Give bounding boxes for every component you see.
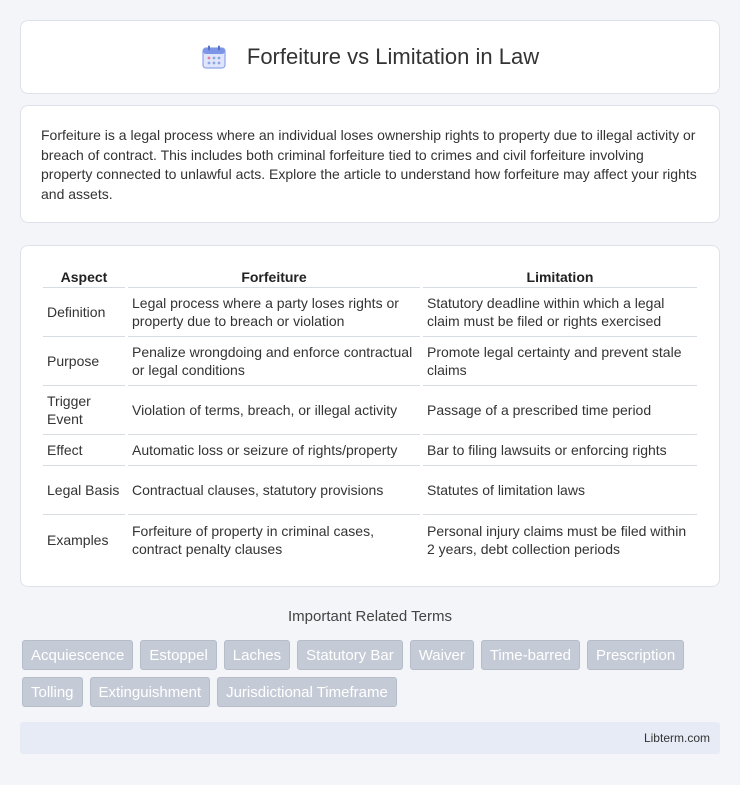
table-row: [43, 466, 697, 515]
related-term-tag[interactable]: Time-barred: [481, 640, 580, 670]
table-row: [43, 435, 697, 466]
table-cell: Promote legal certainty and prevent stale claims: [423, 337, 697, 386]
related-term-tag[interactable]: Extinguishment: [90, 677, 211, 707]
table-cell: Violation of terms, breach, or illegal activity: [128, 386, 420, 435]
intro-card: [20, 105, 720, 223]
footer-link[interactable]: Libterm.com: [643, 731, 710, 745]
table-row: [43, 288, 697, 337]
table-row: [43, 515, 697, 564]
column-header: Aspect: [43, 266, 125, 288]
table-cell: Bar to filing lawsuits or enforcing rights: [423, 435, 697, 466]
column-header: Forfeiture: [128, 266, 420, 288]
footer: [20, 722, 720, 754]
table-cell: Contractual clauses, statutory provisions: [128, 466, 420, 515]
table-cell: Statutes of limitation laws: [423, 466, 697, 515]
table-cell: Effect: [43, 435, 125, 466]
table-cell: Statutory deadline within which a legal claim must be filed or rights exercised: [423, 288, 697, 337]
calendar-icon: [201, 44, 227, 70]
related-term-tag[interactable]: Acquiescence: [22, 640, 133, 670]
related-terms-list: [22, 640, 722, 707]
related-term-tag[interactable]: Waiver: [410, 640, 474, 670]
table-cell: Purpose: [43, 337, 125, 386]
related-term-tag[interactable]: Laches: [224, 640, 290, 670]
table-cell: Trigger Event: [43, 386, 125, 435]
comparison-table-card: [20, 245, 720, 587]
table-cell: Personal injury claims must be filed within 2 years, debt collection periods: [427, 522, 687, 557]
related-term-tag[interactable]: Jurisdictional Timeframe: [217, 677, 397, 707]
comparison-table: [40, 266, 700, 564]
related-term-tag[interactable]: Tolling: [22, 677, 83, 707]
table-row: [43, 337, 697, 386]
related-term-tag[interactable]: Estoppel: [140, 640, 216, 670]
page-title: Forfeiture vs Limitation in Law: [246, 44, 540, 69]
table-cell: Legal process where a party loses rights or property due to breach or violation: [128, 288, 420, 337]
related-term-tag[interactable]: Statutory Bar: [297, 640, 403, 670]
table-cell: Penalize wrongdoing and enforce contractual or legal conditions: [128, 337, 420, 386]
table-row: [43, 386, 697, 435]
table-cell: Automatic loss or seizure of rights/property: [128, 435, 420, 466]
column-header: Limitation: [423, 266, 697, 288]
related-terms-title: Important Related Terms: [288, 608, 452, 625]
intro-text: Forfeiture is a legal process where an individual loses ownership rights to property due to illegal activity or breach of contract. This includes both criminal forfeiture tied to crimes and civil forfeiture involving property connected to unlawful acts. Explore the article to understand how forfeiture may affect your rights and assets.: [41, 127, 697, 202]
table-cell: Legal Basis: [43, 466, 125, 515]
header-card: [20, 20, 720, 94]
table-cell: Examples: [47, 531, 109, 548]
table-cell: Forfeiture of property in criminal cases, contract penalty clauses: [132, 522, 374, 557]
table-cell: Passage of a prescribed time period: [423, 386, 697, 435]
table-cell: Definition: [43, 288, 125, 337]
table-header-row: [43, 266, 697, 288]
related-term-tag[interactable]: Prescription: [587, 640, 684, 670]
